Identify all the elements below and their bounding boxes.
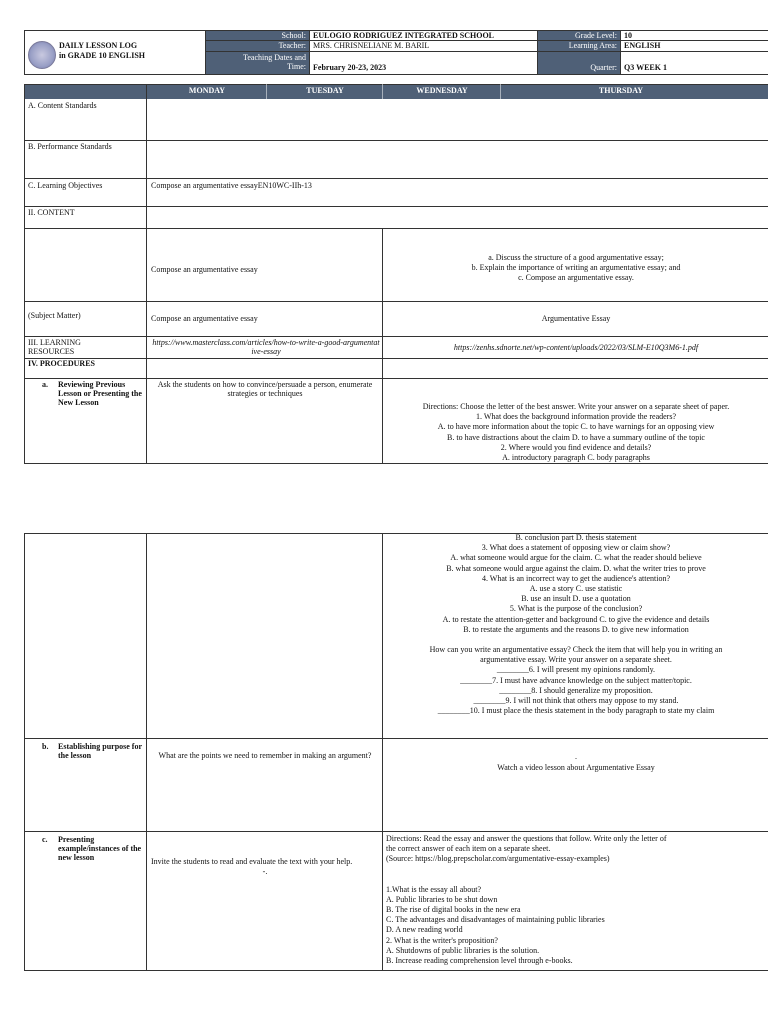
procedure-a-monday: Ask the students on how to convince/persuade a person, enumerate strategies or techniques [157,380,373,398]
resources-monday-link[interactable]: https://www.masterclass.com/articles/how-to-write-a-good-argumentative-essay [152,338,380,356]
procedure-a-wednesday [383,402,768,463]
content-monday: Compose an argumentative essay [151,265,258,274]
quarter-label: Quarter: [590,63,617,72]
grade-value: 10 [624,31,632,40]
procedure-a-title: Reviewing Previous Lesson or Presenting the New Lesson [58,380,142,407]
area-label: Learning Area: [568,41,617,50]
row-learning-resources: III. LEARNING RESOURCES [28,338,81,356]
quiz-line: B. conclusion part D. thesis statement [515,533,637,542]
procedure-b-wednesday-dot: . [575,752,577,761]
essay-line: 2. What is the writer's proposition? [386,935,498,945]
procedure-c-monday-dash: -. [262,867,268,876]
essay-line: B. The rise of digital books in the new era [386,905,521,915]
essay-line: C. The advantages and disadvantages of maintaining public libraries [386,915,605,925]
area-value: ENGLISH [624,41,661,50]
teacher-label: Teacher: [278,41,306,50]
dates-label: Teaching Dates and Time: [243,53,306,71]
procedure-c-wednesday [386,834,768,966]
day-thursday: THURSDAY [501,86,741,95]
grade-label: Grade Level: [575,31,617,40]
deped-seal-icon [28,41,56,69]
essay-line: B. Increase reading comprehension level through e-books. [386,956,573,966]
quiz-line: ________7. I must have advance knowledge on the subject matter/topic. [460,675,692,685]
row-learning-objectives: C. Learning Objectives [28,181,103,190]
day-monday: MONDAY [147,86,267,95]
quiz-line: 2. Where would you find evidence and details? [500,442,652,452]
quiz-line: ________6. I will present my opinions randomly. [496,665,656,675]
quiz-line: 4. What is an incorrect way to get the audience's attention? [481,573,671,583]
procedure-b-monday: What are the points we need to remember in making an argument? [158,751,372,760]
subject-matter-wednesday: Argumentative Essay [541,314,611,323]
quiz-line: 1. What does the background information provide the readers? [475,412,676,422]
quarter-value: Q3 WEEK 1 [624,63,667,72]
quiz-line: B. to have distractions about the claim D. to have a summary outline of the topic [447,432,705,442]
day-wednesday: WEDNESDAY [383,86,501,95]
quiz-line [383,635,768,645]
quiz-line: A. introductory paragraph C. body paragraphs [502,453,650,463]
quiz-line: B. use an insult D. use a quotation [521,594,631,604]
quiz-line: ________9. I will not think that others may oppose to my stand. [473,696,679,706]
quiz-line: argumentative essay. Write your answer on a separate sheet. [480,655,672,665]
quiz-line: B. to restate the arguments and the reasons D. to give new information [463,624,689,634]
essay-line [386,865,768,885]
procedure-b-title: Establishing purpose for the lesson [58,742,142,760]
quiz-line: A. to restate the attention-getter and background C. to give the evidence and details [442,614,710,624]
subject-matter-monday: Compose an argumentative essay [151,314,258,323]
quiz-line: ________8. I should generalize my proposition. [499,685,653,695]
procedure-a-marker: a. [42,380,48,389]
essay-line: Directions: Read the essay and answer the questions that follow. Write only the letter of [386,834,667,843]
procedure-b-wednesday: Watch a video lesson about Argumentative Essay [497,763,655,772]
quiz-line: How can you write an argumentative essay? Check the item that will help you in writing an [429,645,723,655]
title-line2: in GRADE 10 ENGLISH [59,51,146,60]
row-procedures: IV. PROCEDURES [28,359,95,368]
procedure-a-wednesday-continued [383,533,768,716]
essay-line: A. Public libraries to be shut down [386,894,498,904]
title-line1: DAILY LESSON LOG [59,41,138,50]
quiz-line: A. what someone would argue for the claim. C. what the reader should believe [450,553,702,563]
objectives-monday: Compose an argumentative essayEN10WC-IIh-13 [151,181,312,190]
row-content-standards: A. Content Standards [28,101,97,110]
quiz-line: A. use a story C. use statistic [529,584,623,594]
row-content: II. CONTENT [28,208,75,217]
school-value: EULOGIO RODRIGUEZ INTEGRATED SCHOOL [313,31,494,40]
essay-line: the correct answer of each item on a separate sheet. [386,844,551,854]
procedure-c-marker: c. [42,835,48,844]
day-tuesday: TUESDAY [267,86,383,95]
content-wednesday-3: c. Compose an argumentative essay. [518,273,634,282]
procedure-c-monday: Invite the students to read and evaluate the text with your help. [151,857,353,866]
row-subject-matter: (Subject Matter) [28,311,81,320]
content-wednesday-1: a. Discuss the structure of a good argumentative essay; [488,253,664,262]
essay-line: (Source: https://blog.prepscholar.com/argumentative-essay-examples) [386,854,610,864]
row-performance-standards: B. Performance Standards [28,142,112,151]
school-label: School: [281,31,306,40]
quiz-line: 3. What does a statement of opposing view or claim show? [481,543,671,553]
quiz-line: ________10. I must place the thesis statement in the body paragraph to state my claim [437,706,715,716]
content-wednesday-2: b. Explain the importance of writing an argumentative essay; and [471,263,681,272]
teacher-value: MRS. CHRISNELIANE M. BARIL [313,41,430,50]
quiz-line: 5. What is the purpose of the conclusion? [509,604,643,614]
essay-line: 1.What is the essay all about? [386,884,482,894]
quiz-line: Directions: Choose the letter of the best answer. Write your answer on a separate sheet of paper. [422,402,730,411]
resources-wednesday-link[interactable]: https://zenhs.sdnorte.net/wp-content/uploads/2022/03/SLM-E10Q3M6-1.pdf [453,343,699,352]
procedure-c-title: Presenting example/instances of the new lesson [58,835,142,862]
quiz-line: A. to have more information about the topic C. to have warnings for an opposing view [437,422,715,432]
essay-line: A. Shutdowns of public libraries is the solution. [386,945,540,955]
dates-value: February 20-23, 2023 [313,63,387,72]
procedure-b-marker: b. [42,742,49,751]
essay-line: D. A new reading world [386,925,463,935]
quiz-line: B. what someone would argue against the claim. D. what the writer tries to prove [446,563,706,573]
